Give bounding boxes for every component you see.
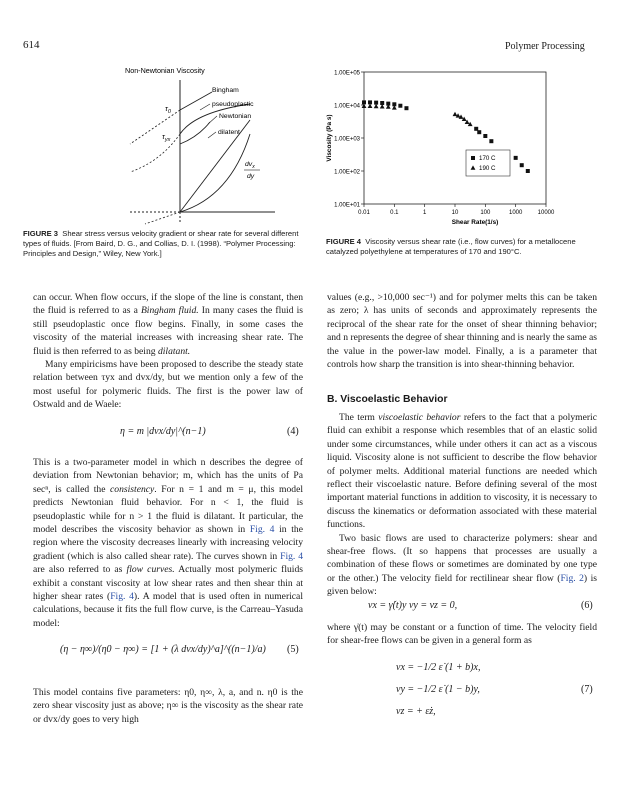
curve-bingham bbox=[180, 92, 212, 110]
data-point-170c bbox=[483, 134, 487, 138]
x-tick-label: 0.1 bbox=[390, 210, 399, 216]
legend-label: 190 C bbox=[479, 165, 496, 173]
y-tick-label: 1.00E+05 bbox=[334, 70, 360, 77]
fig2-link[interactable]: Fig. 2 bbox=[560, 572, 584, 584]
equation-4: η = m |dvx/dy|^(n−1) bbox=[120, 426, 206, 437]
label-dy: dy bbox=[247, 173, 255, 180]
left-paragraph-1: can occur. When flow occurs, if the slope of the line is constant, then the fluid is referred to as a Bingham fluid. In many cases the fluid is still pseudoplastic once flow begins. Finally, in some cases the viscosity of the material increases with increasing shear rate. The fluid is then referred to as being dilatant. bbox=[33, 292, 304, 357]
right-column-3 bbox=[327, 621, 597, 648]
data-point-170c bbox=[520, 163, 524, 167]
equation-7-line-1: vx = −1/2 ε̇ (1 + b)x, bbox=[396, 662, 481, 673]
running-title: Polymer Processing bbox=[505, 41, 585, 52]
x-tick-label: 10000 bbox=[537, 210, 555, 216]
left-column-2 bbox=[33, 456, 303, 630]
label-tauyx: $\tau_{yx}$ bbox=[162, 132, 171, 143]
label-pseudoplastic: pseudoplastic bbox=[212, 101, 254, 108]
left-paragraph-3: This is a two-parameter model in which n describes the degree of deviation from Newtonian behavior; m, which has the units of Pa secⁿ, is called the consistency. For n = 1 and m = μ, this model predicts Newtonian fluid behavior. For n < 1, the fluid is pseudoplastic while for n > 1 the fluid is dilatant. It particular, the model describes the viscosity behavior as shown in Fig. 4 in the region where the viscosity decreases linearly with increasing velocity gradient (which is also called shear rate). The curves shown in Fig. 4 are also referred to as flow curves. Actually most polymeric fluids exhibit a constant viscosity at low shear rates and then shear thin at higher shear rates (Fig. 4). A model that is used often in numerical calculations, because it fits the full flow curve, is the Carreau–Yasuda model: bbox=[33, 457, 303, 629]
x-axis-label: Shear Rate(1/s) bbox=[451, 219, 499, 226]
section-heading: B. Viscoelastic Behavior bbox=[327, 394, 448, 405]
label-dvx: $dv_x$ bbox=[245, 161, 255, 170]
plot-frame bbox=[364, 72, 546, 204]
y-tick-label: 1.00E+03 bbox=[334, 136, 360, 143]
curve-dilatent bbox=[180, 134, 250, 212]
equation-6-number: (6) bbox=[581, 600, 593, 611]
data-point-190c bbox=[453, 112, 458, 116]
data-point-170c bbox=[477, 130, 481, 134]
figure-3-title: Non-Newtonian Viscosity bbox=[125, 66, 205, 75]
equation-5: (η − η∞)/(η0 − η∞) = [1 + (λ dvx/dy)^a]^((n−1)/a) bbox=[60, 644, 266, 655]
label-tau0: $\tau_0$ bbox=[165, 104, 171, 115]
data-point-170c bbox=[489, 139, 493, 143]
y-tick-label: 1.00E+02 bbox=[334, 169, 360, 176]
page-number: 614 bbox=[23, 39, 40, 51]
figure-3-caption: FIGURE 3 Shear stress versus velocity gradient or shear rate for several different types of fluids. [From Baird, D. G., and Collias, D. I. (1998). “Polymer Processing: Principles and Design,” Wiley, New York.] bbox=[23, 229, 299, 259]
right-paragraph-1: values (e.g., >10,000 sec⁻¹) and for polymer melts this can be taken as zero; λ has units of seconds and approximately represents the reciprocal of the shear rate for the onset of shear thinning behavior; and n represents the degree of shear thinning and is nearly the same as the value in the power-law model. Finally, a is a parameter that controls how sharp the transition is into shear-thinning behavior. bbox=[327, 292, 597, 371]
right-paragraph-3: Two basic flows are used to characterize polymers: shear and shear-free flows. (It so happens that processes are usually a combination of these flows or sometimes are dominated by one type or the other.) The velocity field for rectilinear shear flow (Fig. 2) is given below: bbox=[327, 532, 597, 598]
data-point-170c bbox=[404, 106, 408, 110]
figure-4-caption: FIGURE 4 Viscosity versus shear rate (i.e., flow curves) for a metallocene catalyzed polyethylene at temperatures of 170 and 190°C. bbox=[326, 237, 576, 257]
legend-label: 170 C bbox=[479, 155, 496, 163]
equation-6: vx = γ̇(t)y vy = vz = 0, bbox=[368, 600, 458, 611]
fig4-link-3[interactable]: Fig. 4 bbox=[110, 591, 134, 603]
y-axis-label: Viscosity (Pa s) bbox=[326, 114, 333, 162]
data-point-170c bbox=[398, 104, 402, 108]
left-paragraph-2: Many empiricisms have been proposed to describe the steady state relation between τyx and dvx/dy, but we mention only a few of the most useful for polymeric fluids. The first is the power law of Ostwald and de Waele: bbox=[33, 359, 303, 411]
x-tick-label: 10 bbox=[451, 210, 459, 216]
fig4-link-1[interactable]: Fig. 4 bbox=[249, 524, 275, 536]
y-tick-label: 1.00E+04 bbox=[334, 103, 360, 110]
x-tick-label: 1 bbox=[422, 210, 427, 216]
left-column-3 bbox=[33, 686, 303, 726]
x-tick-label: 0.01 bbox=[358, 210, 370, 216]
right-paragraph-4: where γ̇(t) may be constant or a function of time. The velocity field for shear-free flows can be given in a general form as bbox=[327, 622, 597, 647]
label-newtonian: Newtonian bbox=[219, 113, 252, 120]
right-column bbox=[327, 291, 597, 371]
equation-7-line-3: vz = + ε̇z, bbox=[396, 706, 436, 717]
label-dilatent: dilatent bbox=[218, 129, 240, 136]
fig4-link-2[interactable]: Fig. 4 bbox=[280, 550, 303, 562]
figure-4 bbox=[318, 62, 608, 232]
left-paragraph-4: This model contains five parameters: η0, η∞, λ, a, and n. η0 is the zero shear viscosity just as above; η∞ is the viscosity as the shear rate or dvx/dy goes to very high bbox=[33, 687, 303, 725]
equation-5-number: (5) bbox=[287, 644, 299, 655]
data-point-170c bbox=[526, 169, 530, 173]
figure-4-chart bbox=[318, 62, 608, 232]
data-point-170c bbox=[514, 156, 518, 160]
x-tick-label: 100 bbox=[480, 210, 491, 216]
legend-marker-170c bbox=[471, 156, 475, 160]
label-bingham: Bingham bbox=[212, 87, 239, 94]
right-paragraph-2: The term viscoelastic behavior refers to the fact that a polymeric fluid can exhibit a response which resembles that of an elastic solid under some circumstances, while under others it can act as a viscous liquid. Viscosity alone is not sufficient to describe the flow behavior of polymer melts. Additional material functions are needed which reflect their viscoelastic nature. Before defining several of the most important material functions in addition to viscosity, it is necessary to discuss the kinematics or deformation associated with these material functions. bbox=[327, 412, 597, 531]
figure-3-diagram bbox=[100, 62, 300, 227]
figure-3 bbox=[100, 62, 300, 227]
y-tick-label: 1.00E+01 bbox=[334, 202, 360, 209]
right-column-2 bbox=[327, 411, 597, 599]
equation-4-number: (4) bbox=[287, 426, 299, 437]
equation-7-number: (7) bbox=[581, 684, 593, 695]
x-tick-label: 1000 bbox=[508, 210, 523, 216]
equation-7-line-2: vy = −1/2 ε̇ (1 − b)y, bbox=[396, 684, 480, 695]
left-column bbox=[33, 291, 303, 412]
